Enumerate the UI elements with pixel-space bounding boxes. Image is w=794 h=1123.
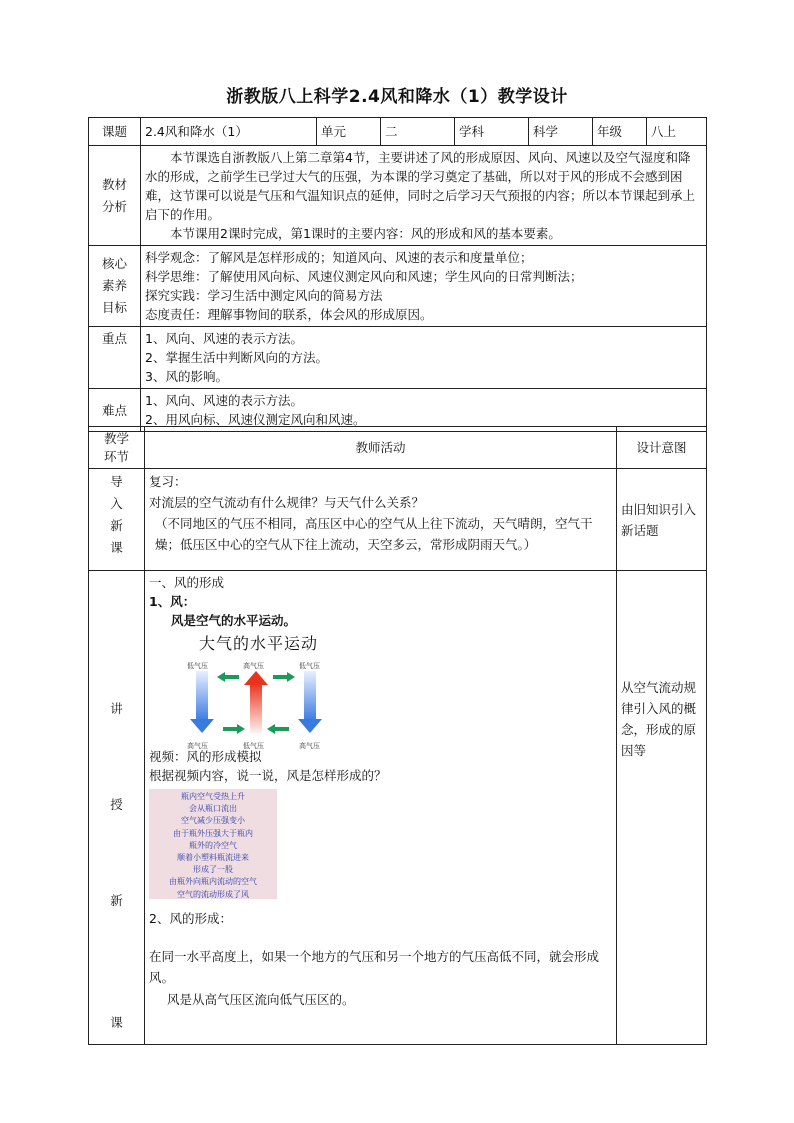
literacy-content <box>141 246 707 327</box>
intro-review: 复习： <box>149 474 187 489</box>
topic-label: 课题 <box>89 118 141 146</box>
difficulty-line: 1、风向、风速的表示方法。 <box>145 393 303 408</box>
analysis-para-1: 本节课选自浙教版八上第二章第4节，主要讲述了风的形成原因、风向、风速以及空气湿度和降水的形成，之前学生已学过大气的压强，为本课的学习奠定了基础，所以对于风的形成不会感到困难，这节课可以说是气压和气温知识点的延伸，同时之后学习天气预报的内容；所以本节课起到承上启下的作用。 <box>145 150 696 222</box>
key-points-label: 重点 <box>89 327 141 389</box>
horizontal-motion-diagram <box>185 657 355 750</box>
analysis-label: 教材 分析 <box>89 146 141 246</box>
subject-value: 科学 <box>529 118 593 146</box>
analysis-content <box>141 146 707 246</box>
process-table <box>88 426 707 1045</box>
intro-content <box>145 469 617 571</box>
literacy-line: 态度责任：理解事物间的联系，体会风的形成原因。 <box>145 307 433 322</box>
teacher-header: 教师活动 <box>145 427 617 469</box>
difficulties-label: 难点 <box>89 389 141 432</box>
label-high-top: 高气压 <box>243 662 264 670</box>
literacy-line: 探究实践：学习生活中测定风向的简易方法 <box>145 288 383 303</box>
summary-line: 由瓶外向瓶内流动的空气 <box>169 877 257 887</box>
info-table <box>88 117 707 432</box>
item1-heading: 1、风： <box>149 594 196 609</box>
key-point-line: 2、掌握生活中判断风向的方法。 <box>145 350 328 365</box>
summary-line: 空气减少压强变小 <box>181 816 245 826</box>
label-low-left: 低气压 <box>187 662 208 670</box>
intro-question: 对流层的空气流动有什么规律？与天气什么关系？ <box>149 495 425 510</box>
lecture-intent: 从空气流动规律引入风的概念，形成的原因等 <box>617 571 707 1045</box>
stage-header: 教学 环节 <box>89 427 145 469</box>
intent-header: 设计意图 <box>617 427 707 469</box>
label-high-left: 高气压 <box>187 742 208 750</box>
red-arrow-icon <box>244 671 268 733</box>
grade-label: 年级 <box>593 118 647 146</box>
item2-heading: 2、风的形成： <box>149 911 232 926</box>
formation-text: 在同一水平高度上，如果一个地方的气压和另一个地方的气压高低不同，就会形成风。 <box>149 949 600 985</box>
arrows-graphic <box>185 667 355 747</box>
video-summary-box <box>149 789 277 899</box>
analysis-para-2: 本节课用2课时完成，第1课时的主要内容：风的形成和风的基本要素。 <box>170 226 561 241</box>
unit-label: 单元 <box>317 118 381 146</box>
topic-value: 2.4风和降水（1） <box>141 118 317 146</box>
summary-line: 瓶外的冷空气 <box>189 840 237 850</box>
label-low-right: 低气压 <box>299 662 320 670</box>
green-arrow-icon <box>267 724 289 734</box>
subject-label: 学科 <box>455 118 529 146</box>
section-heading: 一、风的形成 <box>149 575 225 590</box>
green-arrow-icon <box>217 672 239 682</box>
summary-line: 顺着小塑料瓶流进来 <box>177 853 249 863</box>
blue-arrow-icon <box>298 671 322 733</box>
video-line: 视频：风的形成模拟 <box>149 749 262 764</box>
literacy-label: 核心 素养 目标 <box>89 246 141 327</box>
prompt-line: 根据视频内容，说一说，风是怎样形成的？ <box>149 768 387 783</box>
lecture-stage: 讲 授 新 课 <box>89 571 145 1045</box>
direction-text: 风是从高气压区流向低气压区的。 <box>167 992 355 1007</box>
diagram-title: 大气的水平运动 <box>199 634 319 653</box>
label-low-bottom: 低气压 <box>243 742 264 750</box>
key-point-line: 3、风的影响。 <box>145 369 228 384</box>
summary-line: 形成了一股 <box>193 865 233 875</box>
intro-stage: 导 入 新 课 <box>89 469 145 571</box>
key-point-line: 1、风向、风速的表示方法。 <box>145 331 303 346</box>
wind-definition: 风是空气的水平运动。 <box>171 613 297 628</box>
key-points-content <box>141 327 707 389</box>
label-high-right: 高气压 <box>299 742 320 750</box>
grade-value: 八上 <box>647 118 707 146</box>
summary-line: 瓶内空气受热上升 <box>181 792 245 801</box>
blue-arrow-icon <box>190 671 214 733</box>
page-title: 浙教版八上科学2.4风和降水（1）教学设计 <box>226 87 568 107</box>
intro-intent: 由旧知识引入新话题 <box>617 469 707 571</box>
green-arrow-icon <box>223 724 245 734</box>
intro-answer: （不同地区的气压不相同，高压区中心的空气从上往下流动，天气晴朗，空气干燥；低压区中心的空气从下往上流动，天空多云，常形成阴雨天气。） <box>155 516 593 552</box>
summary-line: 空气的流动形成了风 <box>177 889 249 899</box>
green-arrow-icon <box>273 672 295 682</box>
lecture-content <box>145 571 617 1045</box>
unit-value: 二 <box>381 118 455 146</box>
summary-line: 会从瓶口流出 <box>189 804 237 814</box>
difficulty-line: 2、用风向标、风速仪测定风向和风速。 <box>145 412 366 427</box>
literacy-line: 科学思维：了解使用风向标、风速仪测定风向和风速；学生风向的日常判断法； <box>145 269 583 284</box>
literacy-line: 科学观念：了解风是怎样形成的；知道风向、风速的表示和度量单位； <box>145 250 533 265</box>
summary-line: 由于瓶外压强大于瓶内 <box>173 828 253 838</box>
